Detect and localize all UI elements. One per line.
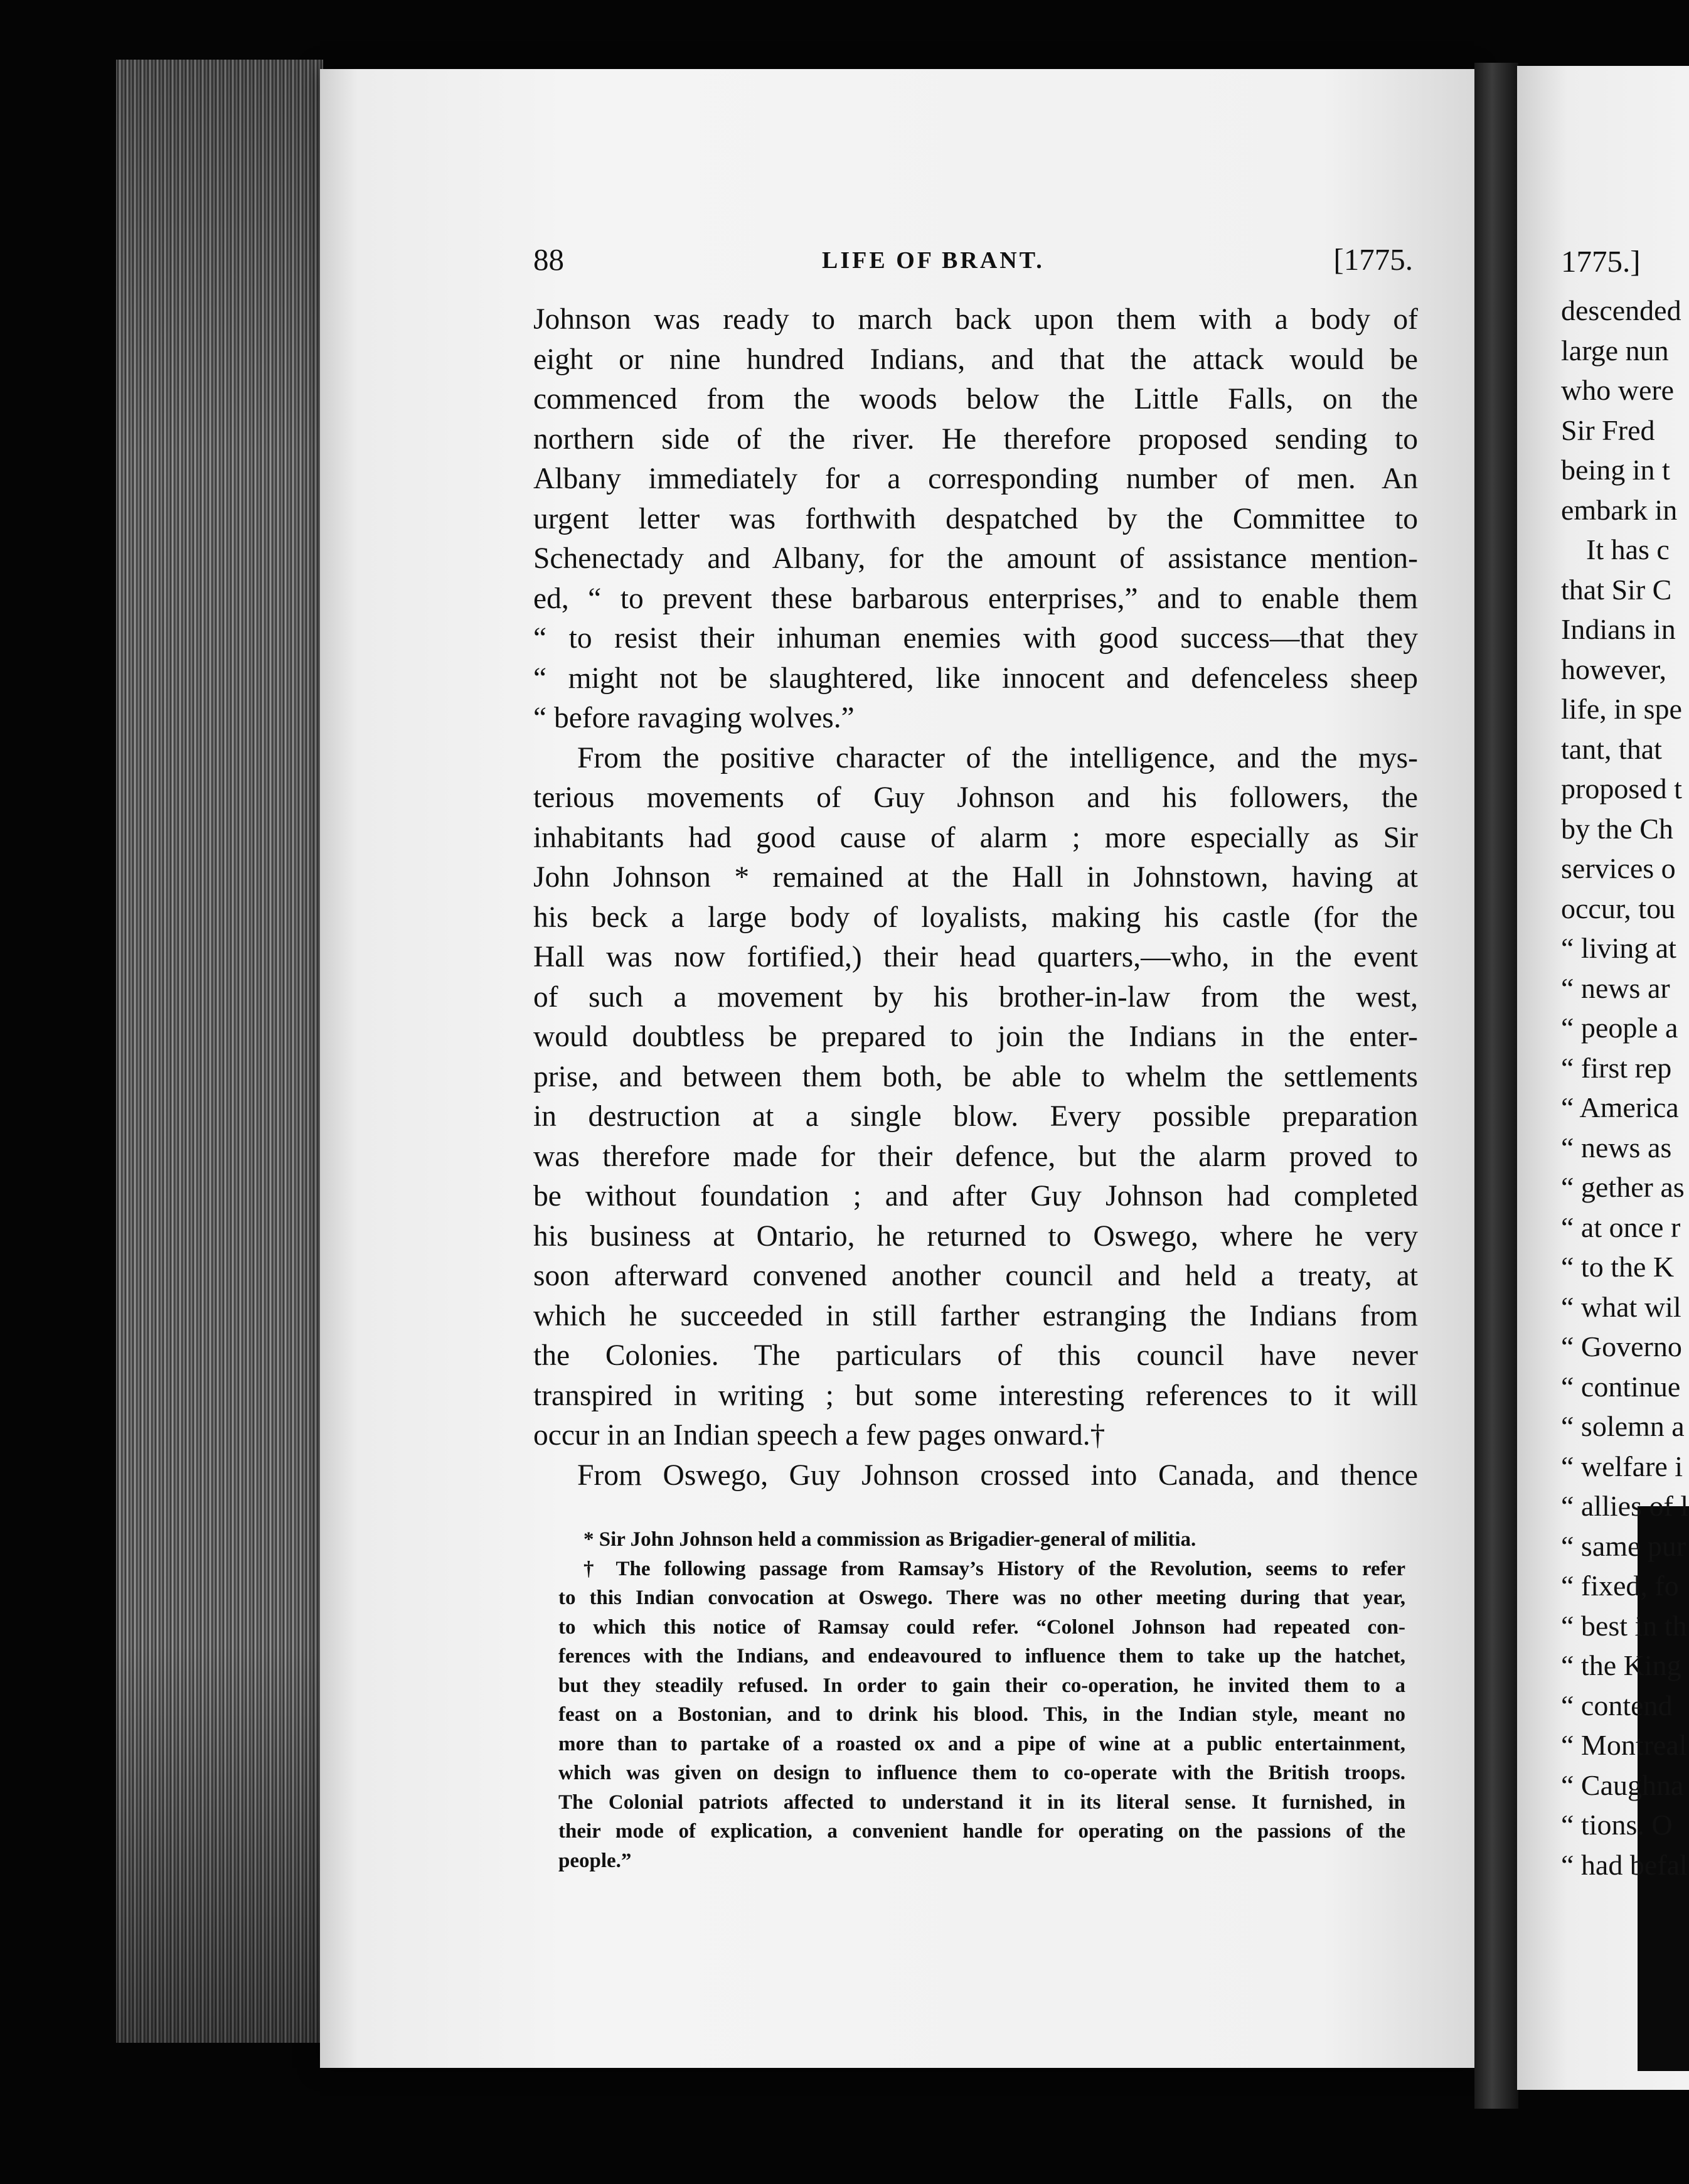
header-year: [1775. xyxy=(1333,242,1413,277)
right-page-line: “ contend xyxy=(1561,1689,1673,1721)
body-line: commenced from the woods below the Little Falls, on the xyxy=(533,383,1418,415)
footnote-line: The Colonial patriots affected to understand it in its literal sense. It furnished, in xyxy=(558,1791,1405,1814)
page-edge-stack xyxy=(116,60,323,2043)
right-page-line: “ what wil xyxy=(1561,1290,1681,1323)
right-page-line: “ same pur xyxy=(1561,1529,1686,1562)
body-line: his business at Ontario, he returned to Oswego, where he very xyxy=(533,1219,1418,1253)
body-line: ed, “ to prevent these barbarous enterprises,” and to enable them xyxy=(533,582,1418,615)
right-page-line: Sir Fred xyxy=(1561,414,1655,446)
right-page-line: life, in spe xyxy=(1561,693,1682,725)
body-line: “ might not be slaughtered, like innocent and defenceless sheep xyxy=(533,661,1418,695)
body-line: was therefore made for their defence, but the alarm proved to xyxy=(533,1140,1418,1173)
body-line: terious movements of Guy Johnson and his followers, the xyxy=(533,781,1418,814)
body-line: urgent letter was forthwith despatched by the Committee to xyxy=(533,502,1418,535)
right-page-line: “ news as xyxy=(1561,1131,1672,1164)
right-page-line: large nun xyxy=(1561,334,1669,367)
right-page-line: “ solemn a xyxy=(1561,1410,1685,1442)
page-header xyxy=(533,242,1424,286)
right-page-line: “ first rep xyxy=(1561,1051,1672,1084)
body-line: Johnson was ready to march back upon them with a body of xyxy=(533,303,1418,336)
body-line: “ before ravaging wolves.” xyxy=(533,702,855,734)
book-gutter xyxy=(1474,63,1518,2109)
right-page-line: “ at once r xyxy=(1561,1211,1681,1243)
right-page-line: “ best in th xyxy=(1561,1609,1687,1642)
right-page-line: “ tions. O xyxy=(1561,1809,1673,1841)
right-page-line: services o xyxy=(1561,852,1676,884)
body-line: John Johnson * remained at the Hall in Johnstown, having at xyxy=(533,861,1418,894)
body-line: transpired in writing ; but some interesting references to it will xyxy=(533,1379,1418,1412)
body-line: Hall was now fortified,) their head quarters,—who, in the event xyxy=(533,941,1418,973)
right-page-line: It has c xyxy=(1586,533,1670,565)
right-page-line: “ had befal xyxy=(1561,1848,1688,1881)
body-line: would doubtless be prepared to join the Indians in the enter- xyxy=(533,1020,1418,1053)
body-line: inhabitants had good cause of alarm ; more especially as Sir xyxy=(533,821,1418,854)
footnote-line: people.” xyxy=(558,1849,632,1872)
right-page-line: however, xyxy=(1561,653,1667,685)
body-line: prise, and between them both, be able to whelm the settlements xyxy=(533,1060,1418,1093)
right-page-line: proposed t xyxy=(1561,773,1682,805)
right-page-line: “ Governo xyxy=(1561,1330,1682,1362)
body-line: Schenectady and Albany, for the amount of assistance mention- xyxy=(533,542,1418,575)
body-line: “ to resist their inhuman enemies with good success—that they xyxy=(533,622,1418,655)
right-page-line: that Sir C xyxy=(1561,573,1672,606)
right-page-text xyxy=(1561,242,1689,1885)
body-line: eight or nine hundred Indians, and that the attack would be xyxy=(533,343,1418,376)
right-page-line: “ the King xyxy=(1561,1649,1681,1681)
body-line: of such a movement by his brother-in-law from the west, xyxy=(533,980,1418,1014)
page-number: 88 xyxy=(533,242,564,277)
body-line: his beck a large body of loyalists, making his castle (for the xyxy=(533,901,1418,934)
right-page-line: “ news ar xyxy=(1561,972,1670,1004)
footnote-line: † The following passage from Ramsay’s History of the Revolution, seems to refer xyxy=(583,1557,1405,1580)
right-page-line: “ gether as xyxy=(1561,1171,1685,1203)
footnote-line: which was given on design to influence them to co-operate with the British troops. xyxy=(558,1762,1405,1784)
body-line: which he succeeded in still farther estranging the Indians from xyxy=(533,1299,1418,1332)
right-page-line: by the Ch xyxy=(1561,812,1673,845)
right-page-line: “ allies of l xyxy=(1561,1490,1689,1522)
footnote-line: feast on a Bostonian, and to drink his blood. This, in the Indian style, meant no xyxy=(558,1703,1405,1726)
right-page-line: “ people a xyxy=(1561,1012,1678,1044)
body-line: be without foundation ; and after Guy Johnson had completed xyxy=(533,1180,1418,1212)
right-page-line: “ Montreal xyxy=(1561,1729,1687,1761)
footnote-line: to which this notice of Ramsay could refer. “Colonel Johnson had repeated con- xyxy=(558,1615,1405,1639)
right-page-line: Indians in xyxy=(1561,613,1676,645)
right-page-line: “ Caughna xyxy=(1561,1769,1684,1801)
right-page-line: being in t xyxy=(1561,454,1670,486)
footnote-line: their mode of explication, a convenient handle for operating on the passions of the xyxy=(558,1820,1405,1843)
right-page-line: occur, tou xyxy=(1561,892,1676,924)
right-header-year: 1775.] xyxy=(1561,244,1641,279)
running-title: LIFE OF BRANT. xyxy=(822,247,1045,274)
right-page-line: “ fixed, fo xyxy=(1561,1570,1679,1602)
footnote-line: but they steadily refused. In order to gain their co-operation, he invited them to a xyxy=(558,1674,1405,1697)
footnote-line: * Sir John Johnson held a commission as Brigadier-general of militia. xyxy=(583,1528,1196,1551)
right-page-line: descended xyxy=(1561,294,1681,326)
body-line: northern side of the river. He therefore proposed sending to xyxy=(533,422,1418,456)
right-page-line: who were xyxy=(1561,374,1675,406)
footnotes xyxy=(558,1525,1405,1875)
right-page-line: “ living at xyxy=(1561,932,1676,964)
right-page-line: “ to the K xyxy=(1561,1251,1675,1283)
right-page-line: embark in xyxy=(1561,493,1678,526)
body-text xyxy=(533,300,1418,1496)
right-page-line: “ America xyxy=(1561,1091,1679,1123)
footnote-line: more than to partake of a roasted ox and a pipe of wine at a public entertainment, xyxy=(558,1732,1405,1755)
body-line: soon afterward convened another council and held a treaty, at xyxy=(533,1260,1418,1292)
body-line: in destruction at a single blow. Every possible preparation xyxy=(533,1100,1418,1133)
footnote-line: to this Indian convocation at Oswego. There was no other meeting during that year, xyxy=(558,1587,1405,1609)
right-page-line: tant, that xyxy=(1561,732,1662,765)
body-line: From Oswego, Guy Johnson crossed into Canada, and thence xyxy=(577,1459,1418,1492)
body-line: the Colonies. The particulars of this council have never xyxy=(533,1339,1418,1372)
body-line: occur in an Indian speech a few pages onward.† xyxy=(533,1419,1106,1452)
right-page-line: “ continue xyxy=(1561,1370,1681,1403)
footnote-line: ferences with the Indians, and endeavoured to influence them to take up the hatchet, xyxy=(558,1645,1405,1667)
right-page-line: “ welfare i xyxy=(1561,1450,1683,1482)
body-line: From the positive character of the intelligence, and the mys- xyxy=(577,741,1418,774)
body-line: Albany immediately for a corresponding number of men. An xyxy=(533,463,1418,495)
